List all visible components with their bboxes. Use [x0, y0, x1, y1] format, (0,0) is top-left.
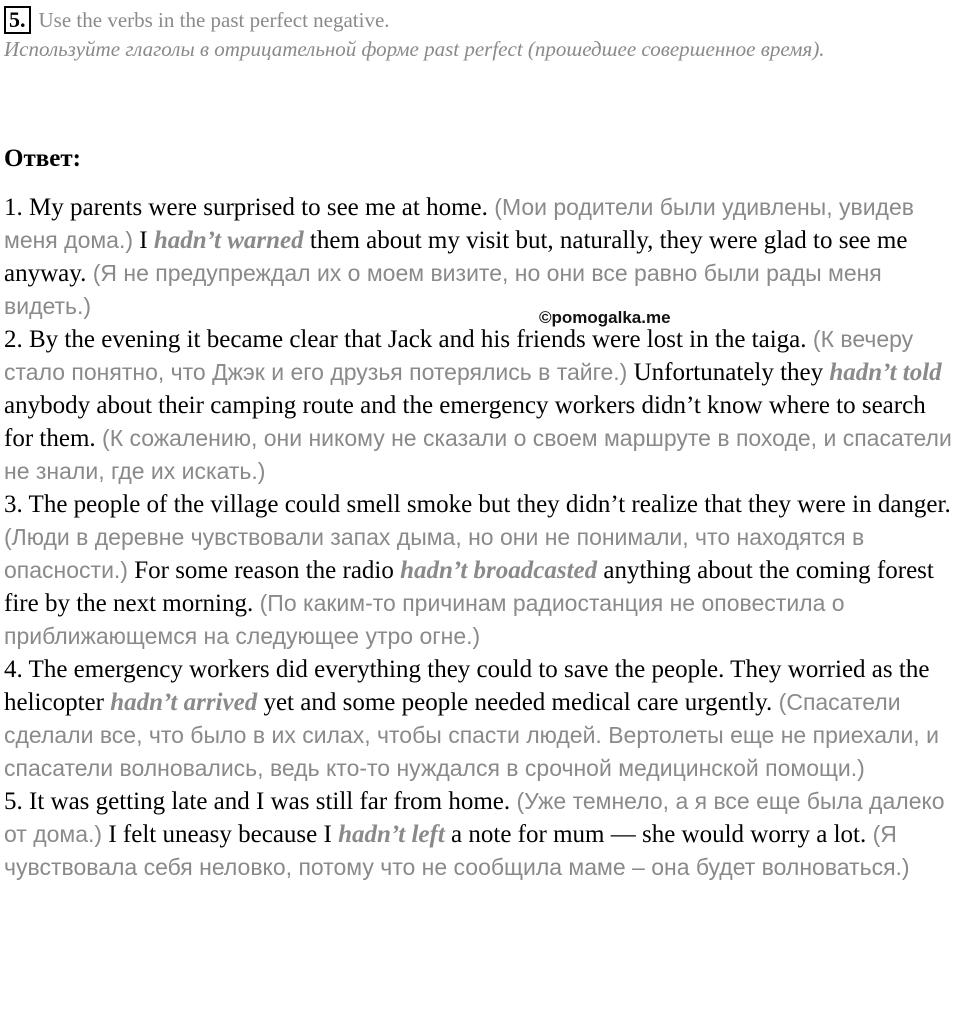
translation-ru: (Уже темнело, а я все еще была далеко от дома.) — [4, 788, 945, 847]
translation-ru: (По каким-то причинам радиостанция не оповестила о приближающемся на следующее утро огне.) — [4, 590, 845, 649]
task-instruction-ru: Используйте глаголы в отрицательной форме past perfect (прошедшее совершенное время). — [4, 37, 825, 61]
answer-item-2 — [4, 323, 960, 488]
sentence-en: them about my visit but, naturally, they were glad to see me anyway. — [4, 227, 908, 287]
sentence-en: I felt uneasy because I — [102, 821, 339, 848]
sentence-en: I — [133, 227, 154, 254]
answer-item-5 — [4, 785, 960, 884]
translation-ru: (Люди в деревне чувствовали запах дыма, но они не понимали, что находятся в опасности.) — [4, 524, 865, 583]
watermark: ©pomogalka.me — [539, 308, 671, 327]
sentence-en: 5. It was getting late and I was still far from home. — [4, 788, 511, 815]
answer-verb: hadn’t arrived — [110, 689, 258, 716]
answer-verb: hadn’t broadcasted — [400, 557, 598, 584]
answer-item-3 — [4, 488, 960, 653]
translation-ru: (К вечеру стало понятно, что Джэк и его друзья потерялись в тайге.) — [4, 326, 914, 385]
answer-item-4 — [4, 653, 960, 785]
sentence-en: a note for mum — she would worry a lot. — [444, 821, 867, 848]
task-header — [4, 6, 954, 63]
translation-ru: (Я не предупреждал их о моем визите, но они все равно были рады меня видеть.) — [4, 260, 882, 319]
sentence-en: 4. The emergency workers did everything they could to save the people. They worried as the helicopter — [4, 656, 930, 716]
sentence-en: anything about the coming forest fire by the next morning. — [4, 557, 934, 617]
sentence-en: 3. The people of the village could smell smoke but they didn’t realize that they were in danger. — [4, 491, 951, 518]
task-line — [4, 6, 954, 34]
task-instruction-en: Use the verbs in the past perfect negative. — [38, 8, 390, 32]
sentence-en: 1. My parents were surprised to see me at home. — [4, 194, 488, 221]
sentence-en: yet and some people needed medical care urgently. — [257, 689, 773, 716]
answer-item-1 — [4, 191, 960, 323]
answer-verb: hadn’t told — [829, 359, 942, 386]
task-number: 5. — [4, 6, 31, 34]
answer-body — [4, 191, 960, 884]
sentence-en: 2. By the evening it became clear that Jack and his friends were lost in the taiga. — [4, 326, 807, 353]
translation-ru: (Я чувствовала себя неловко, потому что не сообщила маме – она будет волноваться.) — [4, 821, 910, 880]
sentence-en: Unfortunately they — [627, 359, 830, 386]
translation-ru: (К сожалению, они никому не сказали о своем маршруте в походе, и спасатели не знали, где их искать.) — [4, 425, 952, 484]
translation-ru: (Мои родители были удивлены, увидев меня дома.) — [4, 194, 914, 253]
answer-verb: hadn’t warned — [153, 227, 304, 254]
sentence-en: For some reason the radio — [127, 557, 401, 584]
answer-verb: hadn’t left — [338, 821, 445, 848]
answer-title: Ответ: — [4, 145, 81, 172]
translation-ru: (Спасатели сделали все, что было в их силах, чтобы спасти людей. Вертолеты еще не приехали, и спасатели волновались, ведь кто-то нуждался в срочной медицинской помощи.) — [4, 689, 939, 781]
sentence-en: anybody about their camping route and the emergency workers didn’t know where to search for them. — [4, 392, 926, 452]
